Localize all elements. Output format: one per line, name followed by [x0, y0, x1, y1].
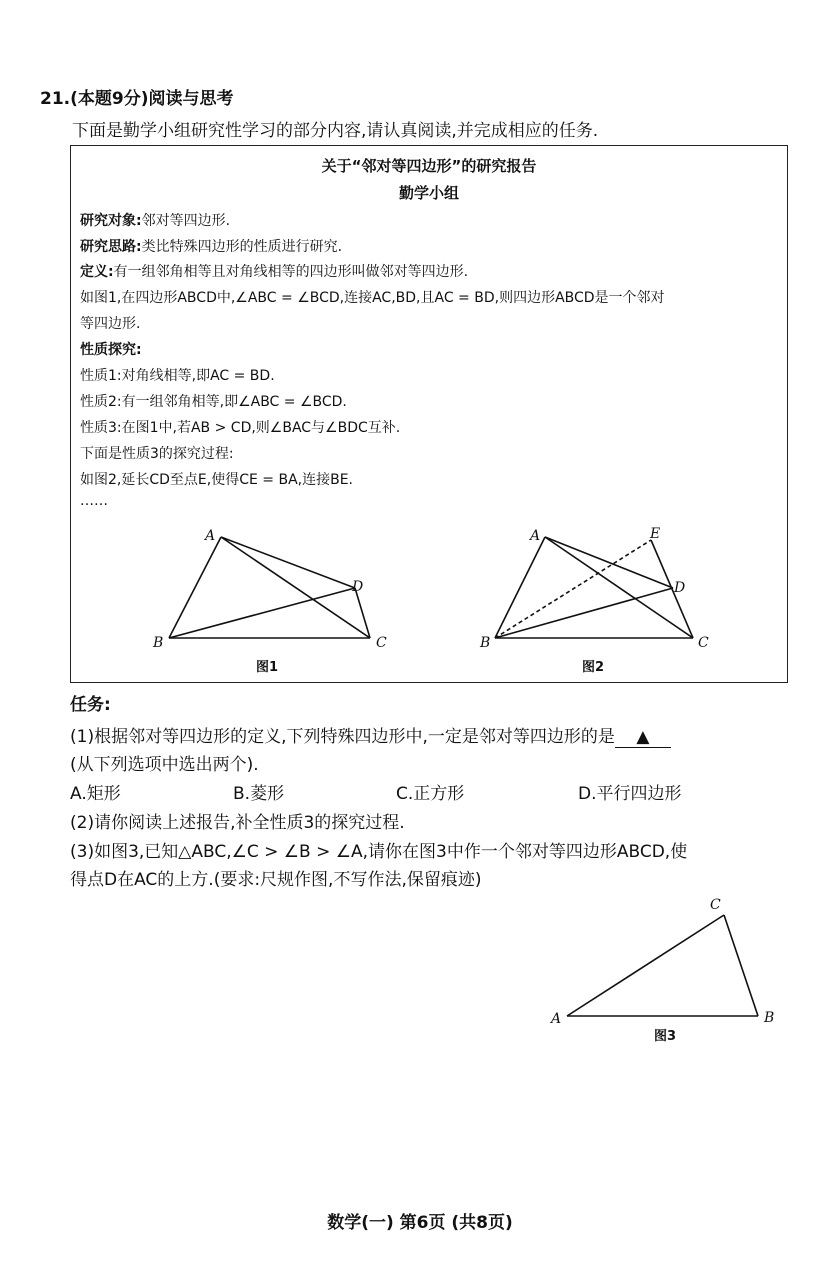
fig1-label-a: A — [205, 528, 216, 544]
fig1-segment-cd — [355, 588, 370, 638]
fig2-diagonal-bd — [495, 588, 673, 638]
question-intro: 下面是勤学小组研究性学习的部分内容,请认真阅读,并完成相应的任务. — [72, 121, 599, 141]
task-3-line2: 得点D在AC的上方.(要求:尺规作图,不写作法,保留痕迹) — [70, 870, 482, 890]
approach-label: 研究思路: — [80, 239, 142, 255]
figure-3 — [567, 915, 758, 1016]
answer-blank: ▲ — [615, 727, 671, 748]
fig3-label-c: C — [710, 897, 721, 913]
option-d: D.平行四边形 — [578, 784, 682, 804]
property-1: 性质1:对角线相等,即AC = BD. — [80, 368, 275, 384]
task-3-line1: (3)如图3,已知△ABC,∠C > ∠B > ∠A,请你在图3中作一个邻对等四边形ABCD,使 — [70, 842, 688, 862]
report-group: 勤学小组 — [398, 184, 459, 202]
fig3-label-a: A — [551, 1011, 562, 1027]
fig1-caption: 图1 — [256, 660, 279, 675]
figure-2 — [495, 537, 693, 638]
fig1-segment-ab — [169, 537, 221, 638]
option-a: A.矩形 — [70, 784, 121, 804]
property-2: 性质2:有一组邻角相等,即∠ABC = ∠BCD. — [80, 394, 347, 410]
fig1-segment-da — [221, 537, 355, 588]
report-title: 关于“邻对等四边形”的研究报告 — [321, 157, 537, 175]
approach-text: 类比特殊四边形的性质进行研究. — [141, 239, 343, 255]
fig1-label-d: D — [352, 579, 364, 595]
example-line1: 如图1,在四边形ABCD中,∠ABC = ∠BCD,连接AC,BD,且AC = BD,则四边形ABCD是一个邻对 — [80, 290, 665, 306]
object-text: 邻对等四边形. — [141, 213, 231, 229]
fig1-label-b: B — [153, 635, 164, 651]
task-2: (2)请你阅读上述报告,补全性质3的探究过程. — [70, 813, 405, 833]
fig2-label-e: E — [650, 526, 661, 542]
option-b: B.菱形 — [233, 784, 285, 804]
fig2-label-b: B — [480, 635, 491, 651]
object-label: 研究对象: — [80, 213, 142, 229]
fig3-caption: 图3 — [654, 1029, 677, 1044]
figure-1 — [169, 537, 370, 638]
example-line2: 等四边形. — [80, 316, 141, 332]
definition-label: 定义: — [80, 264, 114, 280]
ellipsis: …… — [80, 493, 108, 509]
page-footer: 数学(一) 第6页 (共8页) — [327, 1213, 513, 1233]
fig3-segment-bc — [724, 915, 758, 1016]
fig3-label-b: B — [764, 1010, 775, 1026]
property-3: 性质3:在图1中,若AB > CD,则∠BAC与∠BDC互补. — [80, 420, 401, 436]
task-1-line2: (从下列选项中选出两个). — [70, 755, 259, 775]
fig1-diagonal-ac — [221, 537, 370, 638]
task-1-line1 — [70, 722, 671, 748]
task-1-text: (1)根据邻对等四边形的定义,下列特殊四边形中,一定是邻对等四边形的是 — [70, 727, 615, 747]
process-line: 如图2,延长CD至点E,使得CE = BA,连接BE. — [80, 472, 353, 488]
definition-text: 有一组邻角相等且对角线相等的四边形叫做邻对等四边形. — [113, 264, 469, 280]
fig1-diagonal-bd — [169, 588, 355, 638]
fig2-label-d: D — [674, 580, 686, 596]
fig2-label-c: C — [698, 635, 709, 651]
tasks-title: 任务: — [70, 695, 111, 715]
fig2-caption: 图2 — [582, 660, 605, 675]
question-header: 21.(本题9分)阅读与思考 — [40, 89, 234, 109]
fig2-label-a: A — [530, 528, 541, 544]
explore-label: 性质探究: — [80, 342, 142, 358]
fig1-label-c: C — [376, 635, 387, 651]
option-c: C.正方形 — [396, 784, 465, 804]
process-intro: 下面是性质3的探究过程: — [80, 446, 234, 462]
fig3-segment-ca — [567, 915, 724, 1016]
